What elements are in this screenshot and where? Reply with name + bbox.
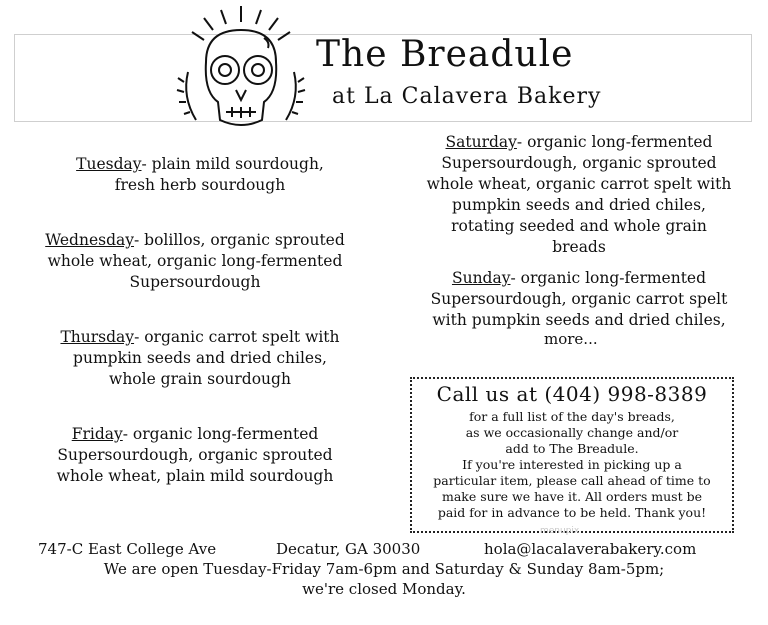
call-line-3: add to The Breadule. [505,441,639,456]
skull-logo-icon [166,2,316,152]
day-name-wednesday: Wednesday [45,231,135,249]
saturday-line5: rotating seeded and whole grain [451,217,707,235]
wednesday-block [10,230,380,293]
call-body [412,409,732,521]
call-line-5: particular item, please call ahead of time to [433,473,711,488]
call-line-4: If you're interested in picking up a [462,457,682,472]
day-name-friday: Friday [71,425,123,443]
saturday-line6: breads [552,238,606,256]
wednesday-items: - bolillos, organic sprouted [134,231,345,249]
tuesday-line2: fresh herb sourdough [114,176,286,194]
day-name-saturday: Saturday [445,133,517,151]
saturday-line2: Supersourdough, organic sprouted [441,154,717,172]
friday-line3: whole wheat, plain mild sourdough [56,467,334,485]
day-name-thursday: Thursday [60,328,135,346]
friday-items: - organic long-fermented [122,425,319,443]
call-line-1: for a full list of the day's breads, [469,409,675,424]
thursday-line2: pumpkin seeds and dried chiles, [73,349,327,367]
tuesday-items: - plain mild sourdough, [141,155,324,173]
footer-city: Decatur, GA 30030 [276,540,421,558]
saturday-items: - organic long-fermented [516,133,713,151]
footer-hours-2: we're closed Monday. [302,580,466,598]
friday-line2: Supersourdough, organic sprouted [57,446,333,464]
page-title: The Breadule [316,34,574,75]
thursday-line3: whole grain sourdough [109,370,291,388]
call-box [410,377,734,533]
tuesday-block [20,154,380,196]
page-subtitle: at La Calavera Bakery [332,84,602,109]
thursday-items: - organic carrot spelt with [134,328,340,346]
sunday-line3: with pumpkin seeds and dried chiles, [432,311,726,329]
wednesday-line2: whole wheat, organic long-fermented [47,252,343,270]
call-line-7: paid for in advance to be held. Thank you! [437,505,707,520]
sunday-items: - organic long-fermented [510,269,707,287]
call-heading: Call us at (404) 998-8389 [436,382,708,406]
saturday-line4: pumpkin seeds and dried chiles, [452,196,706,214]
call-line-2: as we occasionally change and/or [465,425,679,440]
sunday-block [396,268,762,331]
wednesday-line3: Supersourdough [129,273,261,291]
call-line-6: make sure we have it. All orders must be [441,489,702,504]
thursday-block [15,327,385,390]
sunday-line2: Supersourdough, organic carrot spelt [430,290,728,308]
day-name-tuesday: Tuesday [76,155,142,173]
sunday-more: more... [544,330,598,348]
footer-address: 747-C East College Ave [38,540,217,558]
day-name-sunday: Sunday [451,269,511,287]
watermark: menupix [540,526,580,536]
footer-email: hola@lacalaverabakery.com [484,540,697,558]
saturday-line3: whole wheat, organic carrot spelt with [426,175,732,193]
saturday-block [396,132,762,258]
friday-block [10,424,380,487]
footer-hours-1: We are open Tuesday-Friday 7am-6pm and Saturday & Sunday 8am-5pm; [103,560,665,578]
